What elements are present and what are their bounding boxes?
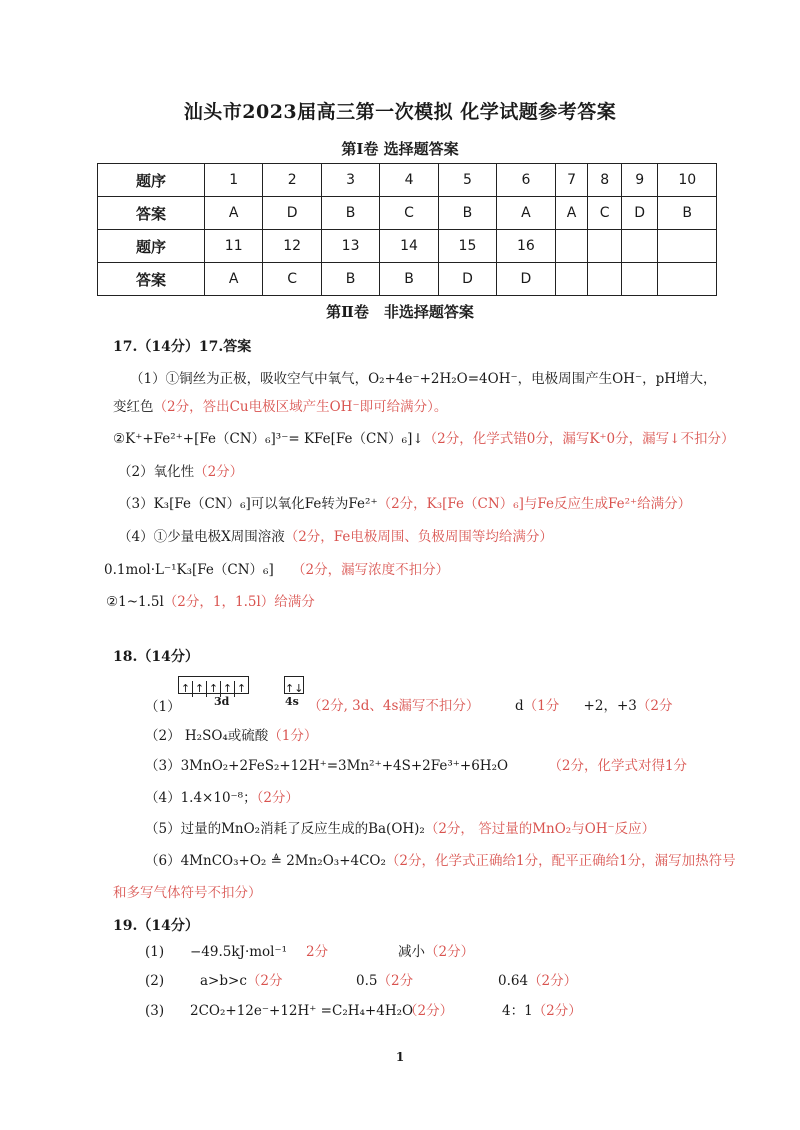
q18-line2-score: （1分） bbox=[268, 728, 318, 744]
q17-heading: 17.（14分）17.答案 bbox=[113, 339, 252, 355]
table-cell: C bbox=[380, 197, 438, 230]
table-cell bbox=[658, 230, 717, 263]
part2-title: 第Ⅱ卷 非选择题答案 bbox=[326, 303, 474, 321]
orbital-box: ↑ bbox=[236, 681, 247, 695]
q17-line8-text: ②1~1.5l bbox=[106, 594, 164, 610]
orbital-box: ↑ bbox=[207, 681, 221, 697]
q17-line3-text: ②K⁺+Fe²⁺+[Fe（CN）₆]³⁻= KFe[Fe（CN）₆]↓ bbox=[113, 431, 424, 447]
part1-title: 第Ⅰ卷 选择题答案 bbox=[341, 140, 459, 158]
q18-line1-score: （2分, 3d、4s漏写不扣分） bbox=[308, 698, 480, 714]
table-cell: D bbox=[621, 197, 658, 230]
orbital-boxes-3d bbox=[178, 676, 249, 694]
table-cell: 5 bbox=[438, 164, 496, 197]
q17-line3 bbox=[113, 430, 734, 448]
table-cell bbox=[588, 263, 621, 296]
q19-row2-order-score: （2分 bbox=[246, 973, 283, 989]
q18-line1-d-score: （1分 bbox=[523, 698, 560, 714]
q17-line7-score: （2分，漏写浓度不扣分） bbox=[292, 562, 450, 578]
table-cell bbox=[621, 263, 658, 296]
orbital-diagram-4s bbox=[284, 674, 304, 694]
table-cell: A bbox=[555, 197, 588, 230]
q17-line6 bbox=[118, 528, 553, 546]
q18-line3-text: （3）3MnO₂+2FeS₂+12H⁺=3Mn²⁺+4S+2Fe³⁺+6H₂O bbox=[145, 758, 509, 774]
q18-line5 bbox=[145, 820, 655, 838]
table-cell: 2 bbox=[263, 164, 321, 197]
table-cell bbox=[555, 263, 588, 296]
table-cell: B bbox=[321, 197, 379, 230]
q17-line5-score: （2分，K₃[Fe（CN）₆]与Fe反应生成Fe²⁺给满分） bbox=[377, 496, 692, 512]
table-cell: 10 bbox=[658, 164, 717, 197]
q17-line5 bbox=[118, 495, 691, 513]
q18-line1-num: （1） bbox=[145, 699, 181, 715]
q18-line4-score: （2分） bbox=[256, 790, 299, 806]
q17-line6-score: （2分，Fe电极周围、负极周围等均给满分） bbox=[284, 529, 553, 545]
table-cell: 11 bbox=[205, 230, 263, 263]
orbital-diagram-3d bbox=[178, 674, 249, 694]
orbital-label-4s: 4s bbox=[285, 695, 299, 708]
q19-row2-value1-text: 0.5 bbox=[356, 973, 378, 989]
table-cell: B bbox=[658, 197, 717, 230]
q18-line6 bbox=[145, 852, 736, 870]
q18-heading: 18.（14分） bbox=[113, 649, 199, 665]
q19-row2-num: (2) bbox=[145, 973, 165, 989]
q19-row2-value2-score: （2分） bbox=[528, 973, 578, 989]
orbital-box: ↑↓ bbox=[285, 681, 304, 695]
q17-line4-score: （2分） bbox=[194, 464, 244, 480]
table-cell: D bbox=[497, 263, 555, 296]
table-cell: A bbox=[205, 263, 263, 296]
table-cell: A bbox=[497, 197, 555, 230]
table-cell: 13 bbox=[321, 230, 379, 263]
table-cell: A bbox=[205, 197, 263, 230]
q19-row3-num: (3) bbox=[145, 1003, 165, 1019]
q18-line5-score: （2分， 答过量的MnO₂与OH⁻反应） bbox=[424, 821, 656, 837]
q17-line7 bbox=[104, 561, 449, 579]
table-cell bbox=[658, 263, 717, 296]
document-title: 汕头市2023届高三第一次模拟 化学试题参考答案 bbox=[183, 101, 617, 123]
q18-line6-text: （6）4MnCO₃+O₂ ≜ 2Mn₂O₃+4CO₂ bbox=[145, 853, 386, 869]
table-cell: 15 bbox=[438, 230, 496, 263]
q17-line5-text: （3）K₃[Fe（CN）₆]可以氧化Fe转为Fe²⁺ bbox=[118, 496, 378, 512]
q19-row3-equation: 2CO₂+12e⁻+12H⁺ =C₂H₄+4H₂O bbox=[190, 1003, 414, 1019]
table-cell: C bbox=[588, 197, 621, 230]
table-cell bbox=[588, 230, 621, 263]
q19-row1-trend-score: （2分） bbox=[425, 944, 475, 960]
table-cell: 14 bbox=[380, 230, 438, 263]
page-number: 1 bbox=[395, 1050, 405, 1064]
q18-line6-score: （2分，化学式正确给1分，配平正确给1分，漏写加热符号 bbox=[385, 853, 736, 869]
q19-row2-value2 bbox=[498, 972, 577, 990]
q18-line3 bbox=[145, 757, 687, 775]
q17-line1: （1）①铜丝为正极，吸收空气中氧气，O₂+4e⁻+2H₂O=4OH⁻，电极周围产生OH⁻，pH增大， bbox=[130, 371, 717, 387]
q17-line6-text: （4）①少量电极X周围溶液 bbox=[118, 529, 285, 545]
orbital-boxes-4s bbox=[284, 676, 304, 694]
table-cell: D bbox=[263, 197, 321, 230]
table-cell: 4 bbox=[380, 164, 438, 197]
table-row bbox=[98, 197, 717, 230]
table-row-label: 题序 bbox=[98, 230, 205, 263]
table-cell: B bbox=[438, 197, 496, 230]
q17-line8-score: （2分，1，1.5l）给满分 bbox=[163, 594, 315, 610]
table-cell: 16 bbox=[497, 230, 555, 263]
q18-line1-valence: +2，+3 bbox=[583, 698, 637, 714]
q18-line2-text: （2） H₂SO₄或硫酸 bbox=[145, 728, 269, 744]
table-row bbox=[98, 230, 717, 263]
q19-row3-ratio-score: （2分） bbox=[532, 1003, 582, 1019]
table-cell: D bbox=[438, 263, 496, 296]
q18-line1-d: d bbox=[515, 698, 524, 714]
q18-line1-valence-score: （2分 bbox=[636, 698, 673, 714]
q18-line4-text: （4）1.4×10⁻⁸； bbox=[145, 790, 257, 806]
q19-row1-trend: 减小 bbox=[398, 944, 425, 960]
q18-line5-text: （5）过量的MnO₂消耗了反应生成的Ba(OH)₂ bbox=[145, 821, 425, 837]
q17-line2-text: 变红色 bbox=[113, 399, 154, 415]
q18-line4 bbox=[145, 789, 299, 807]
q18-line3-score: （2分，化学式对得1分 bbox=[548, 758, 688, 774]
table-cell: 3 bbox=[321, 164, 379, 197]
table-cell: 7 bbox=[555, 164, 588, 197]
q19-row2-value2-text: 0.64 bbox=[498, 973, 529, 989]
q17-line2-score: （2分，答出Cu电极区域产生OH⁻即可给满分）。 bbox=[153, 399, 448, 415]
table-row bbox=[98, 263, 717, 296]
q19-row1-num: (1) bbox=[145, 944, 165, 960]
table-row-label: 答案 bbox=[98, 263, 205, 296]
table-cell bbox=[555, 230, 588, 263]
table-cell: B bbox=[380, 263, 438, 296]
table-cell: 9 bbox=[621, 164, 658, 197]
orbital-label-3d: 3d bbox=[214, 695, 230, 708]
table-row-label: 题序 bbox=[98, 164, 205, 197]
table-cell: B bbox=[321, 263, 379, 296]
q19-row1-answer: −49.5kJ·mol⁻¹ bbox=[190, 944, 288, 960]
q19-row3-ratio bbox=[502, 1002, 582, 1020]
table-cell: 8 bbox=[588, 164, 621, 197]
q17-line8 bbox=[106, 593, 315, 611]
table-cell bbox=[621, 230, 658, 263]
q19-row3-score: （2分） bbox=[404, 1003, 454, 1019]
q17-line4-text: （2）氧化性 bbox=[118, 464, 195, 480]
q18-line1-answer bbox=[515, 697, 672, 715]
q19-row1-score: 2分 bbox=[306, 944, 329, 960]
table-row-label: 答案 bbox=[98, 197, 205, 230]
table-cell: 12 bbox=[263, 230, 321, 263]
table-cell: 1 bbox=[205, 164, 263, 197]
q19-row1-answer2 bbox=[398, 943, 474, 961]
q17-line2 bbox=[113, 398, 447, 416]
q17-line7-text: 0.1mol·L⁻¹K₃[Fe（CN）₆] bbox=[104, 562, 274, 578]
q19-row2-value1-score: （2分 bbox=[377, 973, 414, 989]
q19-heading: 19.（14分） bbox=[113, 918, 199, 934]
q19-row2-order bbox=[200, 972, 282, 990]
orbital-box: ↑ bbox=[193, 681, 207, 697]
orbital-box: ↑ bbox=[179, 681, 193, 697]
q19-row2-value1 bbox=[356, 972, 413, 990]
q19-row2-order-text: a>b>c bbox=[200, 973, 247, 989]
table-cell: 6 bbox=[497, 164, 555, 197]
table-cell: C bbox=[263, 263, 321, 296]
q19-row3-ratio-text: 4：1 bbox=[502, 1003, 533, 1019]
table-row bbox=[98, 164, 717, 197]
orbital-box: ↑ bbox=[221, 681, 235, 697]
q18-line2 bbox=[145, 727, 317, 745]
q18-line7: 和多写气体符号不扣分） bbox=[113, 885, 262, 901]
q17-line3-score: （2分，化学式错0分，漏写K⁺0分，漏写↓不扣分） bbox=[423, 431, 735, 447]
q17-line4 bbox=[118, 463, 243, 481]
answer-table bbox=[97, 163, 717, 296]
